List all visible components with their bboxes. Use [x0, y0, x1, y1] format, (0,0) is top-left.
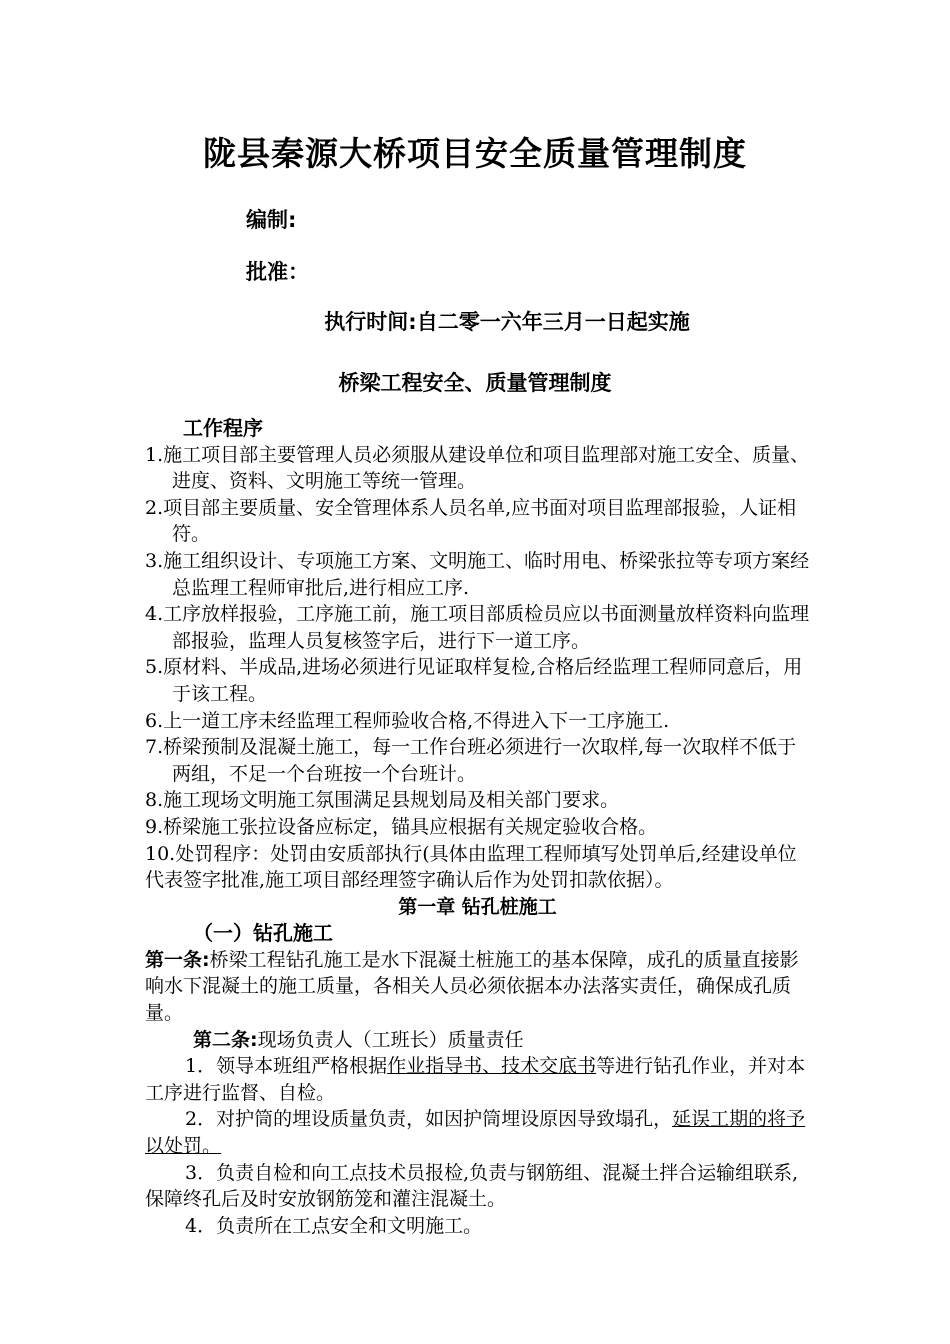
article-label: 第二条: [193, 1028, 258, 1051]
duty-text: 等进行钻孔作业，并对本工序进行监督、自检。 [145, 1055, 806, 1104]
duty-item [145, 1053, 810, 1106]
approver-label: 批准： [246, 260, 309, 284]
chapter-title: 第一章 钻孔桩施工 [398, 895, 557, 918]
subsection-title: （一）钻孔施工 [193, 921, 333, 946]
procedure-item: 4.工序放样报验，工序施工前，施工项目部质检员应以书面测量放样资料向监理部报验，监理人员复核签字后，进行下一道工序。 [145, 603, 810, 652]
article-label: 第一条: [145, 948, 210, 971]
duty-text: 1．领导本班组严格根据 [185, 1055, 388, 1078]
document-title: 陇县秦源大桥项目安全质量管理制度 [203, 134, 747, 173]
procedure-item: 1.施工项目部主要管理人员必须服从建设单位和项目监理部对施工安全、质量、进度、资料、文明施工等统一管理。 [145, 443, 810, 493]
procedure-item: 8.施工现场文明施工氛围满足县规划局及相关部门要求。 [145, 789, 620, 812]
procedure-item: 7.桥梁预制及混凝土施工，每一工作台班必须进行一次取样,每一次取样不低于两组，不足一个台班按一个台班计。 [145, 736, 797, 785]
duty-underlined: 作业指导书、技术交底书 [387, 1055, 597, 1078]
duty-item: 4．负责所在工点安全和文明施工。 [185, 1214, 483, 1237]
procedure-item: 2.项目部主要质量、安全管理体系人员名单,应书面对项目监理部报验，人证相符。 [145, 496, 797, 546]
editor-label: 编制: [246, 208, 297, 232]
procedure-item: 9.桥梁施工张拉设备应标定，锚具应根据有关规定验收合格。 [145, 815, 658, 838]
duty-item [145, 1106, 810, 1159]
effective-date: 执行时间:自二零一六年三月一日起实施 [324, 310, 690, 334]
procedure-item: 5.原材料、半成品,进场必须进行见证取样复检,合格后经监理工程师同意后，用于该工程。 [145, 656, 803, 705]
section-title: 桥梁工程安全、质量管理制度 [338, 371, 612, 395]
duty-text: 2．对护筒的埋设质量负责，如因护筒埋设原因导致塌孔， [185, 1108, 673, 1131]
article-text: 桥梁工程钻孔施工是水下混凝土桩施工的基本保障，成孔的质量直接影响水下混凝土的施工质量，各相关人员必须依据本办法落实责任，确保成孔质量。 [145, 948, 799, 1025]
article-1 [145, 947, 810, 1027]
procedure-item: 6.上一道工序未经监理工程师验收合格,不得进入下一工序施工. [145, 709, 670, 732]
duty-item: 3．负责自检和向工点技术员报检,负责与钢筋组、混凝土拌合运输组联系,保障终孔后及时安放钢筋笼和灌注混凝土。 [145, 1161, 799, 1211]
procedure-item: 3.施工组织设计、专项施工方案、文明施工、临时用电、桥梁张拉等专项方案经总监理工程师审批后,进行相应工序. [145, 549, 810, 599]
article-2 [145, 1027, 810, 1054]
document-body [145, 415, 810, 1239]
article-text: 现场负责人（工班长）质量责任 [257, 1028, 524, 1051]
procedure-heading: 工作程序 [183, 416, 263, 440]
procedure-item: 10.处罚程序：处罚由安质部执行(具体由监理工程师填写处罚单后,经建设单位代表签字批准,施工项目部经理签字确认后作为处罚扣款依据）。 [145, 842, 797, 892]
duty-underlined: 延误工期的将予以处罚。 [145, 1108, 806, 1158]
